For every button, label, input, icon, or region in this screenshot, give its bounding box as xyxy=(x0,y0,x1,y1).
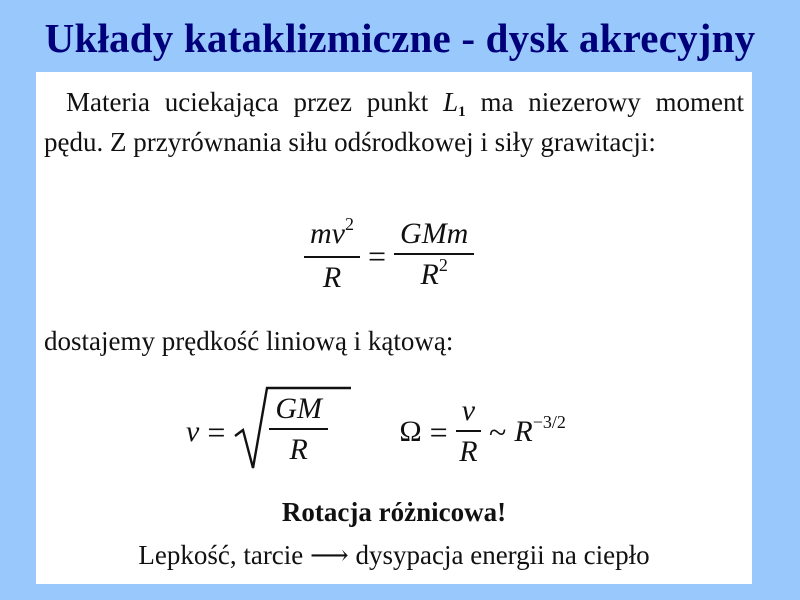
equals-sign-omega: = xyxy=(429,413,448,450)
content-panel xyxy=(36,72,752,584)
dissipation-line: Lepkość, tarcie ⟶ dysypacja energii na ciepło xyxy=(138,540,650,570)
force-balance-equation xyxy=(304,215,474,298)
centrifugal-denominator: R xyxy=(322,261,342,294)
angular-numerator: v xyxy=(456,392,481,432)
gravity-fraction xyxy=(394,215,474,298)
square-root xyxy=(233,384,353,480)
gravity-denominator: $R^2$ xyxy=(420,255,448,291)
gravity-numerator: GMm xyxy=(394,215,474,255)
differential-rotation-heading: Rotacja różnicowa! xyxy=(281,497,507,527)
centrifugal-fraction xyxy=(304,215,360,298)
intro-paragraph xyxy=(44,85,744,159)
arrow-icon: ⟶ xyxy=(310,540,349,570)
velocity-intro-text: dostajemy prędkość liniową i kątową: xyxy=(44,326,454,356)
sqrt-denominator: R xyxy=(289,433,308,466)
angular-denominator: R xyxy=(459,435,478,468)
equals-sign: = xyxy=(367,238,387,274)
velocity-symbol: v xyxy=(186,415,200,448)
radius-power: $R^{-3/2}$ xyxy=(514,412,566,448)
slide-title: Układy kataklizmiczne - dysk akrecyjny xyxy=(44,15,756,61)
omega-symbol: Ω xyxy=(399,415,422,448)
lagrange-point-subscript: 1 xyxy=(458,104,466,120)
angular-fraction xyxy=(456,392,481,472)
intro-text-start: Materia uciekająca przez punkt xyxy=(66,87,444,117)
equals-sign-v: = xyxy=(207,413,226,450)
intro-text-end: ma niezerowy moment pędu. Z przyrównania siłu odśrodkowej i siły grawitacji: xyxy=(44,87,744,157)
centrifugal-numerator: $mv^2$ xyxy=(304,215,360,258)
velocity-equations xyxy=(186,384,566,480)
sqrt-numerator: GM xyxy=(269,390,328,430)
sqrt-fraction xyxy=(269,390,328,470)
lagrange-point-symbol: L xyxy=(443,87,459,117)
proportional-sign: ~ xyxy=(489,413,507,450)
